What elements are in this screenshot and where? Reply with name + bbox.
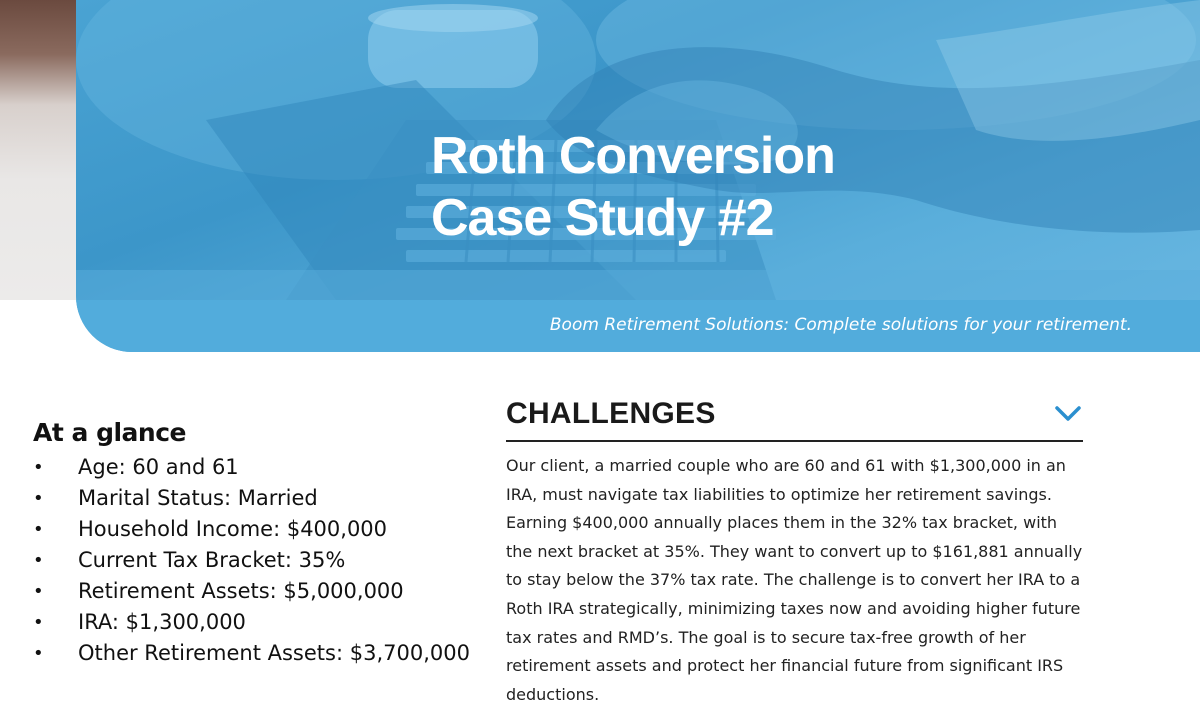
glance-item-age: • Age: 60 and 61 — [33, 452, 493, 483]
glance-list — [33, 452, 493, 669]
at-a-glance-heading: At a glance — [33, 418, 186, 447]
tagline: Boom Retirement Solutions: Complete solutions for your retirement. — [549, 315, 1132, 335]
challenges-body: Our client, a married couple who are 60 and 61 with $1,300,000 in an IRA, must navigate tax liabilities to optimize her retirement savings. Earning $400,000 annually places them in the 32% tax bracket, with the next bracket at 35%. They want to convert up to $161,881 annually to stay below the 37% tax rate. The challenge is to convert her IRA to a Roth IRA strategically, minimizing taxes now and avoiding higher future tax rates and RMD’s. The goal is to secure tax-free growth of her retirement assets and protect her financial future from significant IRS deductions. — [506, 456, 1083, 704]
at-a-glance-section — [33, 418, 493, 669]
challenges-section — [506, 394, 1083, 709]
glance-item-ira: • IRA: $1,300,000 — [33, 607, 493, 638]
bullet-icon: • — [33, 519, 44, 540]
glance-item-household-income: • Household Income: $400,000 — [33, 514, 493, 545]
bullet-icon: • — [33, 550, 44, 571]
glance-item-marital-status: • Marital Status: Married — [33, 483, 493, 514]
glance-item-retirement-assets: • Retirement Assets: $5,000,000 — [33, 576, 493, 607]
title-line-1: Roth Conversion — [431, 127, 835, 185]
challenges-heading: CHALLENGES — [506, 397, 716, 430]
bullet-icon: • — [33, 457, 44, 478]
bullet-icon: • — [33, 581, 44, 602]
page-title — [431, 125, 835, 249]
glance-item-other-assets: • Other Retirement Assets: $3,700,000 — [33, 638, 493, 669]
challenges-header[interactable] — [506, 394, 1083, 442]
bullet-icon: • — [33, 488, 44, 509]
glance-item-tax-bracket: • Current Tax Bracket: 35% — [33, 545, 493, 576]
chevron-down-icon[interactable] — [1053, 402, 1083, 424]
bullet-icon: • — [33, 612, 44, 633]
title-line-2: Case Study #2 — [431, 189, 774, 247]
bullet-icon: • — [33, 643, 44, 664]
